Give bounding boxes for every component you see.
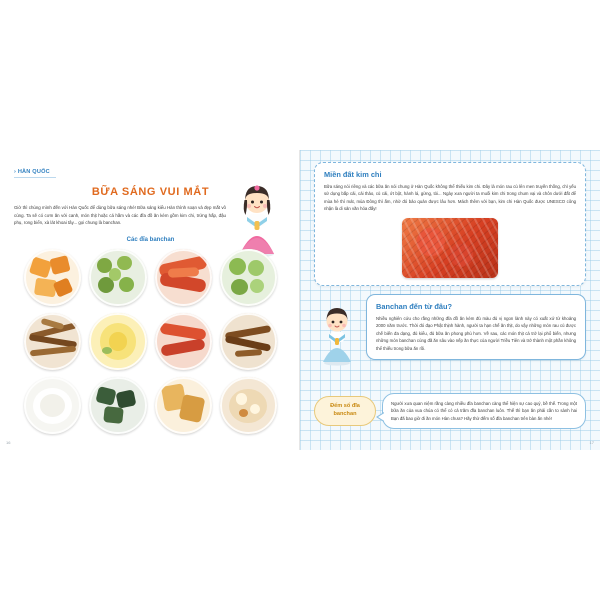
dish-kimchi-cu-cai [24, 249, 81, 306]
left-page [0, 150, 300, 450]
intro-paragraph: Giờ thì chúng mình đến với Hàn Quốc để dùng bữa sáng nhé! Bữa sáng kiểu Hàn thình soạn và đẹp mắt vô cùng. Ta sẽ có cơm ăn với canh, món thịt hoặc cá hầm và các đĩa đồ ăn kèm gồm kim chi, trứng hấp, đậu phụ, rong biển, xà lát khoai tây... gọi chung là banchan. [14, 205, 226, 226]
dish-kimchi-do [155, 313, 212, 370]
korean-boy-illustration [314, 302, 360, 366]
dish-mien-tron [24, 313, 81, 370]
dish-trung-hap [89, 313, 146, 370]
dish-kimchi-cai-thao [155, 249, 212, 306]
kimchi-card [314, 162, 586, 286]
kimchi-card-title: Miền đất kim chi [324, 170, 382, 179]
kimchi-card-body: Bữa sáng nói riêng và các bữa ăn nói chung ở Hàn Quốc không thể thiếu kim chi. Đây là món rau củ lên men truyền thống, chỉ yếu sử dụng bắp cải, cải thảo, củ cải, ớt bột, hành lá, gừng, tỏi... Ngày xưa người ta muối kim chi trong chum vại và chôn dưới đất để mùa hè thì mát, mùa Đông thì ấm, nhờ đó bảo quản được lâu hơn. Mách thêm với bạn, kim chi Hàn Quốc được UNESCO công nhận là di sản văn hóa đấy! [324, 184, 576, 212]
page-number-right: 17 [589, 440, 594, 445]
counting-section [314, 393, 586, 429]
dish-canh-dau-hu [220, 377, 277, 434]
dish-banh-mi-nuong [155, 377, 212, 434]
counting-speech-bubble [382, 393, 586, 429]
country-tag: › HÀN QUỐC [14, 169, 56, 178]
counting-pill-label: Đếm số đĩa banchan [314, 396, 376, 425]
dish-thit-kho [220, 313, 277, 370]
banchan-subheading: Các đĩa banchan [126, 236, 175, 243]
page-number-left: 16 [6, 440, 11, 445]
book-spread [0, 150, 600, 450]
counting-body: Người xưa quan niệm rằng càng nhiều đĩa banchan càng thể hiện sự cao quý, bề thế. Trong một bữa ăn của vua chúa có thể có cả trăm đĩa banchan luôn. Thế thì bạn ăn phải cần to sành hai Bạn đã bao giờ đi ăn món Hàn chưa? Hãy thử đếm số đĩa banchan trên bàn ăn nhé! [391, 400, 577, 421]
dish-salad-bo [220, 249, 277, 306]
dish-com-trang [24, 377, 81, 434]
korean-girl-illustration [227, 174, 287, 258]
banchan-grid [14, 249, 287, 435]
right-page [300, 150, 600, 450]
page-title: BỮA SÁNG VUI MẮT [91, 186, 210, 198]
banchan-card-title: Banchan đến từ đâu? [376, 301, 452, 311]
dish-dua-chuot-muoi [89, 249, 146, 306]
banchan-card-body: Nhiều nghiên cứu cho rằng những đĩa đồ ăn kèm đủ màu đủ vị ngon lành này có xuất xứ từ khoảng 2000 năm trước. Thời đó đạo Phật thịnh hành, người ta hạn chế ăn thịt, do vậy những món rau củ được chế biến đa dạng, đủ kiểu, đủ bữa ăn phong phú hơn. Về sau, các món thịt cá trở lại phổ biến, nhưng những món banchan cùng đã ăn sâu vào nếp ăn thực của người Triều Tiên và trở thành một phần không thể thiếu trong bữa ăn rồi. [376, 315, 576, 351]
kimchi-photo [402, 218, 498, 278]
dish-rong-bien [89, 377, 146, 434]
banchan-card [366, 294, 586, 360]
